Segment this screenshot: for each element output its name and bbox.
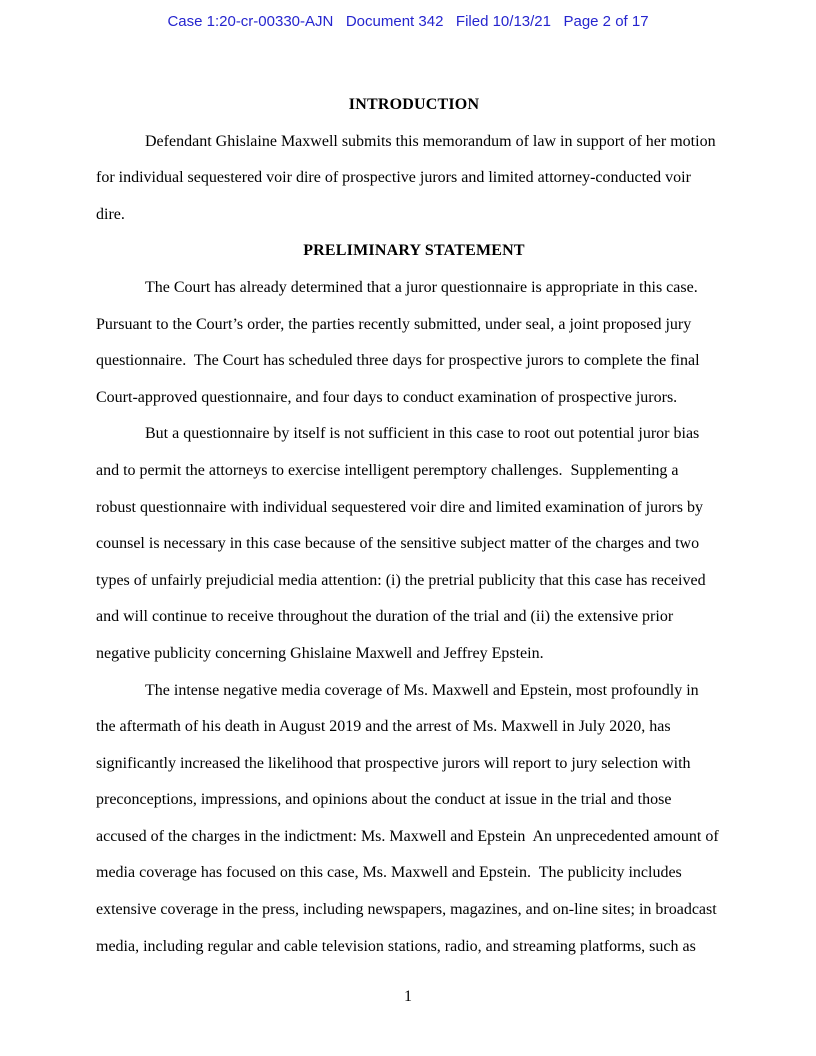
paragraph-line: The intense negative media coverage of Ms. Maxwell and Epstein, most profoundly in: [145, 681, 699, 699]
paragraph-line: extensive coverage in the press, including newspapers, magazines, and on-line sites; in broadcast: [96, 901, 717, 919]
paragraph-line: accused of the charges in the indictment: Ms. Maxwell and Epstein An unprecedented amount of: [96, 827, 719, 845]
paragraph: [96, 124, 732, 234]
case-stamp-header: Case 1:20-cr-00330-AJN Document 342 Filed 10/13/21 Page 2 of 17: [167, 13, 649, 30]
paragraph-line: preconceptions, impressions, and opinions about the conduct at issue in the trial and those: [96, 791, 672, 809]
paragraph-line: types of unfairly prejudicial media attention: (i) the pretrial publicity that this case has received: [96, 571, 706, 589]
paragraph-line: dire.: [96, 205, 125, 223]
paragraph: [96, 673, 732, 966]
paragraph-line: significantly increased the likelihood that prospective jurors will report to jury selection with: [96, 754, 691, 772]
paragraph-line: and will continue to receive throughout the duration of the trial and (ii) the extensive prior: [96, 608, 674, 626]
paragraph-line: the aftermath of his death in August 2019 and the arrest of Ms. Maxwell in July 2020, has: [96, 718, 671, 736]
paragraph-line: counsel is necessary in this case because of the sensitive subject matter of the charges and two: [96, 535, 700, 553]
paragraph-line: The Court has already determined that a juror questionnaire is appropriate in this case.: [145, 278, 698, 296]
paragraph-line: negative publicity concerning Ghislaine Maxwell and Jeffrey Epstein.: [96, 644, 544, 662]
page-number: 1: [404, 988, 412, 1005]
paragraph: [96, 270, 732, 416]
paragraph-line: robust questionnaire with individual sequestered voir dire and limited examination of jurors by: [96, 498, 703, 516]
paragraph-line: media coverage has focused on this case, Ms. Maxwell and Epstein. The publicity includes: [96, 864, 682, 882]
section-heading: PRELIMINARY STATEMENT: [303, 242, 525, 260]
section-heading: INTRODUCTION: [348, 96, 480, 113]
paragraph-line: Defendant Ghislaine Maxwell submits this memorandum of law in support of her motion: [145, 132, 716, 150]
paragraph-line: Court-approved questionnaire, and four days to conduct examination of prospective jurors.: [96, 388, 678, 406]
paragraph: [96, 416, 732, 672]
paragraph-line: and to permit the attorneys to exercise intelligent peremptory challenges. Supplementing a: [96, 461, 679, 479]
paragraph-line: questionnaire. The Court has scheduled three days for prospective jurors to complete the final: [96, 352, 700, 370]
paragraph-line: But a questionnaire by itself is not sufficient in this case to root out potential juror bias: [145, 425, 700, 443]
paragraph-line: for individual sequestered voir dire of prospective jurors and limited attorney-conducted voir: [96, 169, 691, 187]
paragraph-line: media, including regular and cable television stations, radio, and streaming platforms, such as: [96, 937, 696, 955]
paragraph-line: Pursuant to the Court’s order, the parties recently submitted, under seal, a joint proposed jury: [96, 315, 692, 333]
document-body: [96, 87, 732, 965]
